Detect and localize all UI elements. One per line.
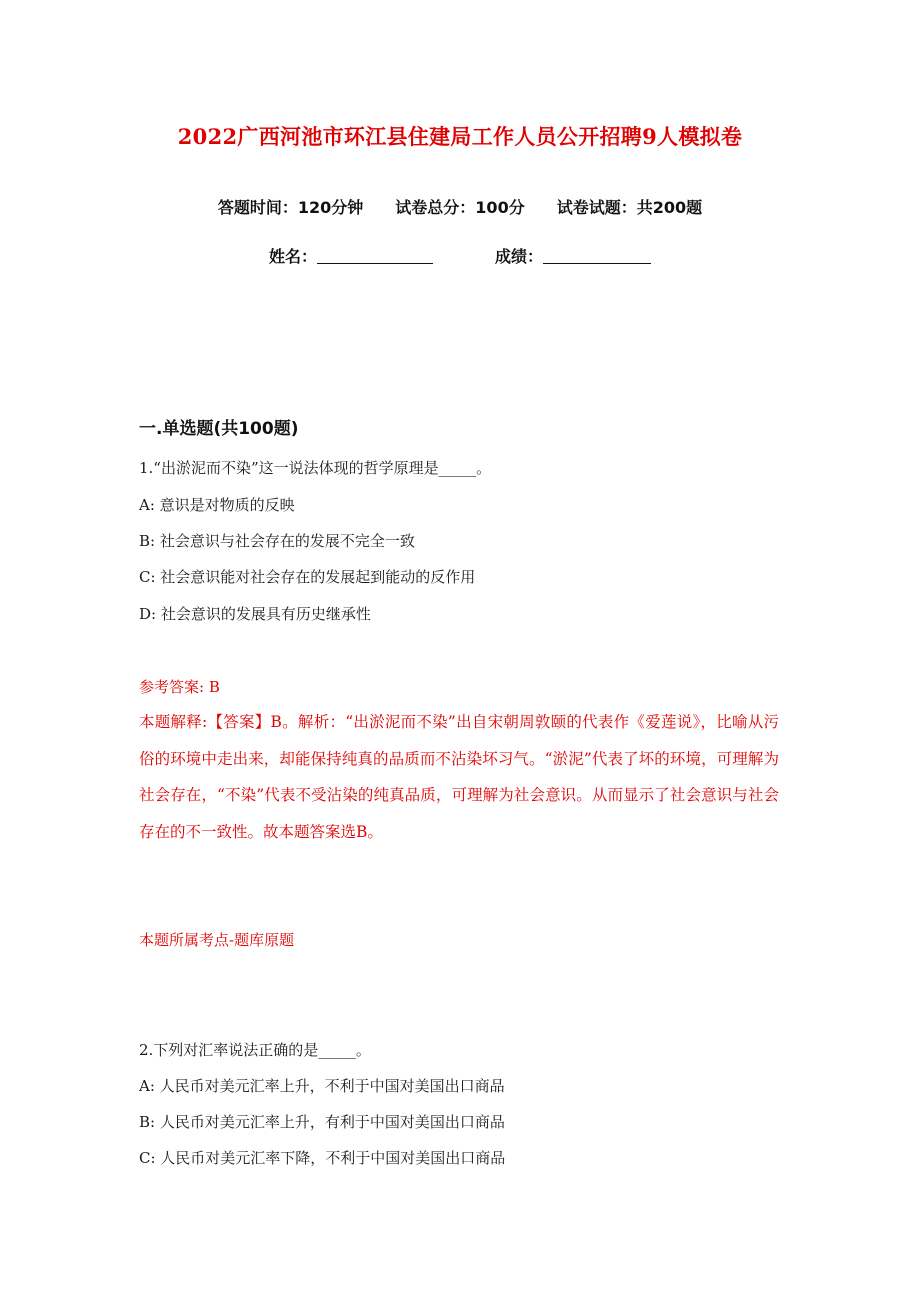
option-b: B: 社会意识与社会存在的发展不完全一致 bbox=[139, 532, 415, 550]
name-blank bbox=[317, 247, 433, 264]
name-grade-row bbox=[0, 244, 920, 267]
option-d: D: 社会意识的发展具有历史继承性 bbox=[139, 605, 371, 623]
option-a: A: 意识是对物质的反映 bbox=[139, 496, 295, 514]
exam-total-score: 试卷总分：100分 bbox=[395, 198, 525, 217]
option-a: A: 人民币对美元汇率上升，不利于中国对美国出口商品 bbox=[139, 1077, 505, 1095]
option-b: B: 人民币对美元汇率上升，有利于中国对美国出口商品 bbox=[139, 1113, 505, 1131]
grade-label: 成绩： bbox=[495, 247, 544, 266]
exam-question-count: 试卷试题：共200题 bbox=[556, 198, 703, 217]
option-c: C: 人民币对美元汇率下降，不利于中国对美国出口商品 bbox=[139, 1149, 506, 1167]
question-stem: 2.下列对汇率说法正确的是_____。 bbox=[139, 1041, 371, 1059]
exam-meta bbox=[0, 195, 920, 218]
name-label: 姓名： bbox=[268, 247, 317, 266]
question-source: 本题所属考点-题库原题 bbox=[139, 931, 295, 949]
section-title: 一.单选题(共100题) bbox=[139, 419, 299, 439]
question-stem: 1.“出淤泥而不染”这一说法体现的哲学原理是_____。 bbox=[139, 459, 492, 477]
grade-blank bbox=[543, 247, 651, 264]
explanation: 本题解释:【答案】B。解析：“出淤泥而不染”出自宋朝周敦颐的代表作《爱莲说》，比喻从污俗的环境中走出来，却能保持纯真的品质而不沾染坏习气。“淤泥”代表了坏的环境，可理解为社会存在，“不染”代表不受沾染的纯真品质，可理解为社会意识。从而显示了社会意识与社会存在的不一致性。故本题答案选B。 bbox=[139, 713, 779, 841]
answer: 参考答案: B bbox=[139, 678, 220, 696]
page-title: 2022广西河池市环江县住建局工作人员公开招聘9人模拟卷 bbox=[177, 124, 743, 149]
option-c: C: 社会意识能对社会存在的发展起到能动的反作用 bbox=[139, 568, 476, 586]
exam-time: 答题时间：120分钟 bbox=[217, 198, 364, 217]
